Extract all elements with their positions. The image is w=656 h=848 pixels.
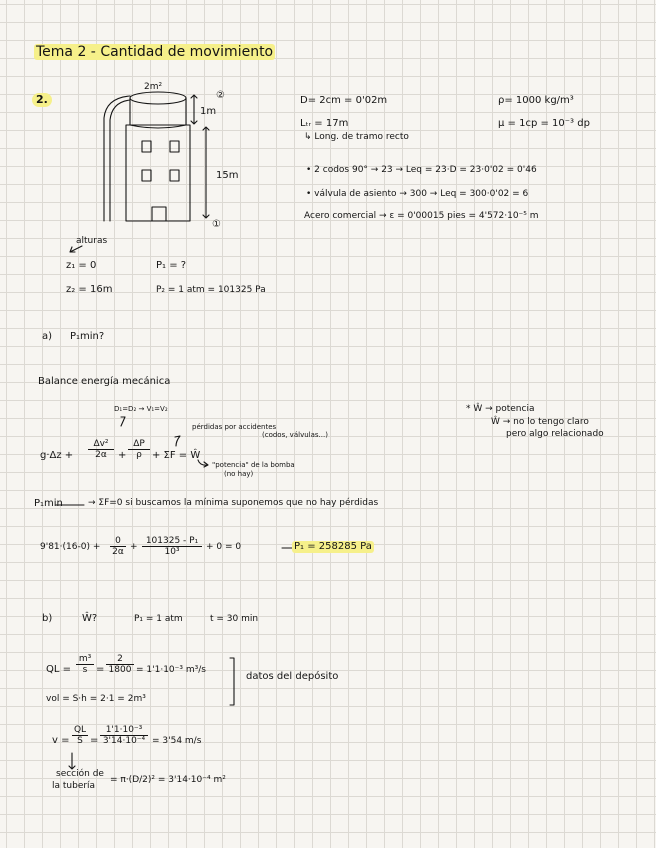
flow-unit-fraction (76, 654, 94, 675)
calc-zero: 0 (115, 536, 121, 546)
part-b-p1: P₁ = 1 atm (134, 614, 183, 624)
section-label-1: sección de (56, 769, 104, 779)
section-equation: = π·(D/2)² = 3'14·10⁻⁴ m² (110, 775, 226, 785)
power-note-3: pero algo relacionado (506, 429, 604, 439)
eq-dv2-fraction (88, 439, 114, 460)
flow-two: 2 (117, 654, 123, 664)
velocity-note: D₁=D₂ → V₁=V₂ (114, 405, 168, 413)
density-text: ρ= 1000 kg/m³ (498, 95, 574, 106)
pump-note-2: (no hay) (224, 470, 254, 478)
calc-2a: 2α (110, 546, 126, 557)
flow-s: s (76, 664, 94, 675)
eq-rho: ρ (128, 449, 150, 460)
losses-note-1: pérdidas por accidentes (192, 423, 277, 431)
section-label-2: la tubería (52, 781, 96, 791)
flow-label: QL = (46, 664, 71, 675)
energy-balance-heading: Balance energía mecánica (38, 376, 171, 387)
flow-value-fraction (106, 654, 134, 675)
eq-dv2: Δv² (93, 439, 109, 449)
steel-text: Acero comercial → ε = 0'00015 pies = 4'572·10⁻⁵ m (304, 211, 539, 221)
point-1-label: ① (212, 219, 221, 230)
valve-text: • válvula de asiento → 300 → Leq = 300·0'02 = 6 (306, 189, 529, 199)
elbows-text: • 2 codos 90° → 23 → Leq = 23·D = 23·0'02 = 0'46 (306, 165, 537, 175)
flow-1800: 1800 (106, 664, 134, 675)
velocity-value-fraction (100, 725, 148, 746)
pmin-label: P₁min (34, 498, 63, 509)
tank-height-label: 1m (200, 106, 217, 117)
velocity-num: 1'1·10⁻³ (105, 725, 143, 735)
velocity-label: v = (52, 735, 70, 746)
point-2-label: ② (216, 90, 225, 101)
problem-number: 2. (32, 93, 52, 107)
heights-label: alturas (76, 236, 108, 246)
p1-text: P₁ = ? (156, 260, 187, 271)
tank-area-label: 2m² (144, 82, 163, 92)
notebook-page: Tema 2 - Cantidad de movimiento 2. 2m² 1m 15m ② ① D= 2cm = 0'02m ρ= 1000 kg/m³ Lₜᵣ = 17m μ = 1cp = 10⁻³ dp ↳ Long. de tramo recto • 2 codos 90° → 23 → Leq = 23·D = 23·0'02 = 0'46 • válvula de asiento → 300 → Leq = 300·0'02 = 6 Acero comercial → ε = 0'00015 pies = 4'572·10⁻⁵ m alturas z₁ = 0 P₁ = ? z₂ = 16m P₂ = 1 atm = 101325 Pa a) P₁min? Balance energía mecánica D₁=D₂ → V₁=V₂ * Ŵ → potencia Ŵ → no lo tengo claro pero algo relacionado pérdidas por accidentes (codos, válvulas...) g·Δz + Δv² 2α + ΔP ρ + ΣF = Ŵ "potencia" de la bomba (no hay) P₁min → ΣF=0 si buscamos la mínima suponemos que no hay pérdidas 9'81·(16-0) + 0 2α + $\frac{\text{101325 - P₁}}{\text{10³}}$ + 0 = 0 P₁ = 258285 Pa b) Ŵ? P₁ = 1 atm t = 30 min QL = m³ s = 2 1800 = 1'1·10⁻³ m³/s datos del depósito vol = S·h = 2·1 = 2m³ v = QL S = $\frac{\text{1'1·10⁻³}}{\text{3'14·10⁻⁴}}$ = 3'54 m/s sección de la tubería = π·(D/2)² = 3'14·10⁻⁴ m² (0, 0, 656, 848)
volume-text: vol = S·h = 2·1 = 2m³ (46, 694, 146, 704)
length-note: ↳ Long. de tramo recto (304, 132, 409, 142)
calc-rest: + 0 = 0 (206, 542, 242, 552)
page-title: Tema 2 - Cantidad de movimiento (36, 44, 274, 60)
power-note-2: Ŵ → no lo tengo claro (491, 417, 589, 427)
length-text: Lₜᵣ = 17m (300, 118, 349, 129)
eq-2a: 2α (88, 449, 114, 460)
losses-note-2: (codos, válvulas...) (262, 431, 328, 439)
flow-result: = 1'1·10⁻³ m³/s (136, 665, 206, 675)
eq-sf: + ΣF = Ŵ (152, 450, 201, 461)
calc-pressure-fraction (142, 536, 202, 557)
calc-num: 101325 - P₁ (145, 536, 199, 546)
calc-den: 10³ (142, 546, 202, 557)
velocity-symbol-fraction (72, 725, 88, 746)
p1-result: P₁ = 258285 Pa (294, 541, 372, 552)
z2-text: z₂ = 16m (66, 284, 113, 295)
part-b-label: b) (42, 613, 53, 624)
pump-note-1: "potencia" de la bomba (212, 461, 295, 469)
velocity-ql: QL (73, 725, 87, 735)
eq-gdz: g·Δz + (40, 450, 74, 461)
part-b-question: Ŵ? (82, 613, 98, 624)
part-a-label: a) (42, 331, 53, 342)
viscosity-text: μ = 1cp = 10⁻³ dp (498, 118, 590, 129)
calc-zero-fraction (110, 536, 126, 557)
velocity-s: S (72, 735, 88, 746)
calc-left: 9'81·(16-0) + (40, 542, 101, 552)
p2-text: P₂ = 1 atm = 101325 Pa (156, 285, 266, 295)
diameter-text: D= 2cm = 0'02m (300, 95, 388, 106)
velocity-result: = 3'54 m/s (152, 736, 202, 746)
part-b-time: t = 30 min (210, 614, 259, 624)
deposit-note: datos del depósito (246, 671, 339, 682)
velocity-den: 3'14·10⁻⁴ (100, 735, 148, 746)
flow-m3: m³ (78, 654, 92, 664)
eq-dp-fraction (128, 439, 150, 460)
building-height-label: 15m (216, 170, 239, 181)
part-a-question: P₁min? (70, 331, 105, 342)
power-note-1: * Ŵ → potencia (466, 404, 535, 414)
pmin-text: → ΣF=0 si buscamos la mínima suponemos que no hay pérdidas (88, 498, 379, 508)
z1-text: z₁ = 0 (66, 260, 97, 271)
eq-dp: ΔP (133, 439, 145, 449)
